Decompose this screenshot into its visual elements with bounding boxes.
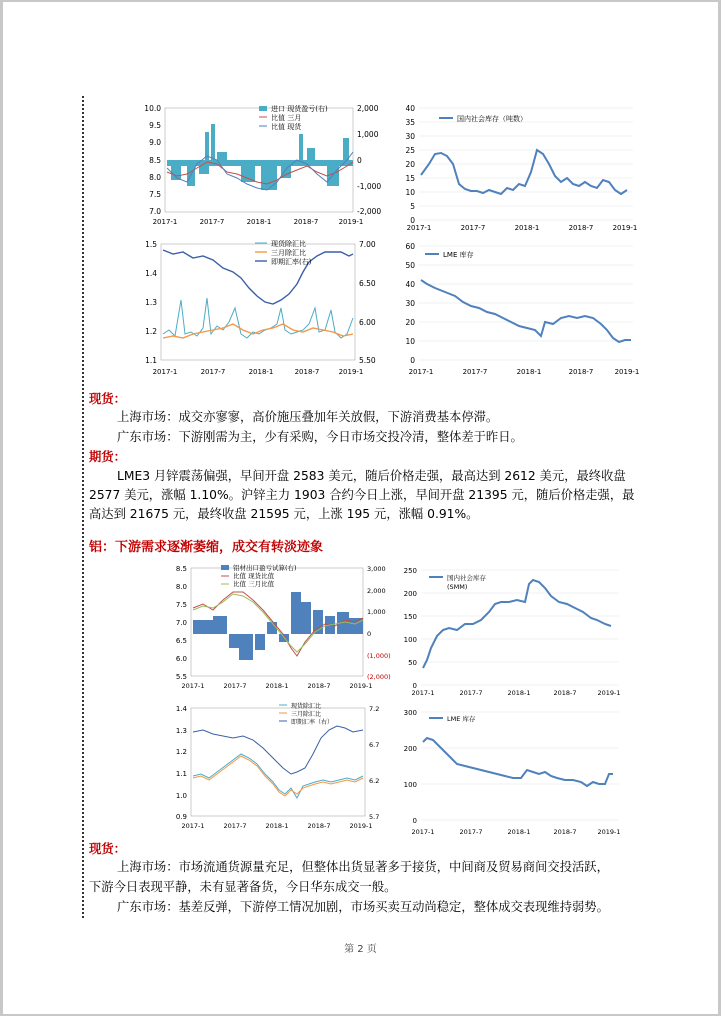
y2-tick: 6.7: [369, 741, 380, 749]
x-tick: 2017-7: [200, 368, 226, 376]
y2-tick: 1,000: [357, 130, 379, 139]
zinc-futures-heading: 期货：: [89, 450, 126, 464]
y-tick: 1.5: [145, 240, 157, 249]
y2-tick: (2,000): [367, 673, 391, 681]
y-tick: 25: [405, 146, 415, 155]
y-tick: 0: [412, 682, 417, 690]
x-tick: 2019-1: [614, 368, 640, 376]
y-tick: 1.4: [145, 269, 157, 278]
zinc-futures-line3: 高达到 21675 元，最终收盘 21595 元，上涨 195 元，涨幅 0.91%。: [89, 507, 479, 521]
aluminum-spot-shanghai-1: 上海市场：市场流通货源量充足，但整体出货显著多于接货，中间商及贸易商间交投活跃，: [117, 860, 609, 874]
legend-text: 三月除汇比: [271, 249, 306, 257]
legend-text: 即期汇率(右): [271, 258, 312, 266]
y2-tick: 6.00: [359, 318, 376, 327]
y-tick: 7.5: [175, 601, 187, 609]
y-tick: 1.2: [175, 748, 187, 756]
y-tick: 5: [410, 202, 415, 211]
aluminum-domestic-inventory-chart: [395, 564, 625, 699]
x-tick: 2017-1: [181, 822, 205, 830]
y-tick: 15: [405, 174, 415, 183]
y2-tick: -1,000: [357, 182, 382, 191]
y2-tick: 2,000: [367, 587, 386, 595]
zinc-lme-inventory-svg: [395, 240, 640, 380]
x-tick: 2018-7: [553, 828, 577, 836]
x-tick: 2019-1: [612, 224, 638, 232]
aluminum-section-title: 铝：下游需求逐渐萎缩，成交有转淡迹象: [89, 540, 324, 555]
x-tick: 2017-7: [462, 368, 488, 376]
y2-tick: 7.00: [359, 240, 376, 249]
x-tick: 2017-7: [223, 822, 247, 830]
y2-tick: 6.2: [369, 777, 380, 785]
y-tick: 7.5: [149, 190, 161, 199]
legend-text: 比值 现货: [271, 123, 302, 131]
legend-text: LME 库存: [447, 715, 476, 723]
legend-text: 进口 现货盈亏(右): [271, 105, 328, 113]
y-tick: 60: [405, 242, 415, 251]
y-tick: 35: [405, 118, 415, 127]
bars-export-pnl: [193, 592, 363, 660]
x-tick: 2017-7: [460, 224, 486, 232]
x-tick: 2018-1: [516, 368, 542, 376]
x-tick: 2017-1: [411, 689, 435, 697]
x-tick: 2017-1: [152, 218, 178, 226]
aluminum-ratio-svg: [173, 562, 391, 692]
x-tick: 2018-7: [568, 224, 594, 232]
zinc-ratio-chart: [131, 102, 381, 230]
series-lme-inventory: [421, 280, 631, 342]
zinc-domestic-inventory-chart: [395, 102, 640, 232]
aluminum-domestic-inventory-svg: [395, 564, 625, 699]
series-spot-fx-rate: [163, 250, 353, 304]
aluminum-spot-shanghai-2: 下游今日表现平静，未有显著备货，今日华东成交一般。: [89, 880, 397, 894]
y2-tick: 6.50: [359, 279, 376, 288]
x-tick: 2017-7: [223, 682, 247, 690]
y-tick: 200: [403, 745, 417, 753]
y-tick: 1.1: [145, 356, 157, 365]
y-tick: 0.9: [175, 813, 187, 821]
y-tick: 0: [410, 216, 415, 225]
left-margin-dotted-line: [82, 96, 84, 918]
document-page: [3, 2, 718, 1014]
y-tick: 20: [405, 318, 415, 327]
x-tick: 2019-1: [597, 828, 621, 836]
x-tick: 2018-7: [307, 822, 331, 830]
y-tick: 8.5: [149, 156, 161, 165]
x-tick: 2018-7: [553, 689, 577, 697]
y2-tick: 0: [367, 630, 372, 638]
y-tick: 200: [403, 590, 417, 598]
zinc-spot-guangdong: 广东市场：下游刚需为主，少有采购，今日市场交投冷清，整体差于昨日。: [117, 430, 523, 444]
y-tick: 1.0: [175, 792, 187, 800]
y-tick: 50: [408, 659, 417, 667]
x-tick: 2018-1: [507, 689, 531, 697]
zinc-domestic-inventory-svg: [395, 102, 640, 232]
y-tick: 6.0: [175, 655, 187, 663]
zinc-futures-line1: LME3 月锌震荡偏强，早间开盘 2583 美元，随后价格走强，最高达到 2612 美元，最终收盘: [117, 469, 626, 483]
legend-text: (SMM): [447, 583, 468, 591]
x-tick: 2018-1: [265, 682, 289, 690]
x-tick: 2018-1: [507, 828, 531, 836]
y-tick: 1.3: [175, 727, 187, 735]
y-tick: 40: [405, 280, 415, 289]
y-tick: 20: [405, 160, 415, 169]
series-aluminum-3m-fx-ratio: [193, 756, 363, 796]
zinc-exchange-ratio-chart: [131, 238, 381, 378]
y-tick: 1.3: [145, 298, 157, 307]
aluminum-spot-guangdong: 广东市场：基差反弹，下游停工情况加剧，市场买卖互动尚稳定，整体成交表现维持弱势。: [117, 900, 609, 914]
y-tick: 150: [403, 613, 417, 621]
x-tick: 2017-7: [459, 689, 483, 697]
zinc-ratio-chart-svg: [131, 102, 381, 230]
legend-text: 比值 三月: [271, 114, 302, 122]
y-tick: 50: [405, 261, 415, 270]
y2-tick: -2,000: [357, 207, 382, 216]
legend-text: 国内社会库存（吨数）: [457, 115, 527, 123]
y-tick: 40: [405, 104, 415, 113]
y-tick: 8.0: [149, 173, 161, 182]
y-tick: 1.2: [145, 327, 157, 336]
y2-tick: 3,000: [367, 565, 386, 573]
y-tick: 300: [403, 709, 417, 717]
aluminum-ratio-chart: [173, 562, 391, 692]
y2-tick: 1,000: [367, 608, 386, 616]
zinc-lme-inventory-chart: [395, 240, 640, 380]
x-tick: 2018-7: [294, 368, 320, 376]
y-tick: 8.5: [175, 565, 187, 573]
y-tick: 6.5: [175, 637, 187, 645]
legend-text: 现货除汇比: [291, 703, 322, 710]
legend-text: 现货除汇比: [271, 240, 306, 248]
x-tick: 2019-1: [349, 682, 373, 690]
y2-tick: 5.7: [369, 813, 380, 821]
zinc-exchange-ratio-svg: [131, 238, 381, 378]
y2-tick: 0: [357, 156, 362, 165]
x-tick: 2017-1: [408, 368, 434, 376]
legend-text: 三月除汇比: [291, 711, 322, 718]
series-aluminum-spot-fx-rate: [193, 726, 363, 774]
x-tick: 2018-1: [265, 822, 289, 830]
y2-tick: 7.2: [369, 705, 380, 713]
legend-text: 国内社会库存: [447, 574, 486, 582]
x-tick: 2017-7: [199, 218, 225, 226]
x-tick: 2019-1: [338, 368, 364, 376]
x-tick: 2018-7: [293, 218, 319, 226]
aluminum-spot-heading: 现货：: [89, 842, 126, 856]
aluminum-exchange-ratio-chart: [173, 702, 388, 832]
y-tick: 10.0: [144, 104, 161, 113]
aluminum-lme-inventory-svg: [395, 704, 625, 839]
x-tick: 2018-1: [514, 224, 540, 232]
x-tick: 2017-1: [181, 682, 205, 690]
y-tick: 10: [405, 188, 415, 197]
y-tick: 9.0: [149, 138, 161, 147]
x-tick: 2017-1: [406, 224, 432, 232]
x-tick: 2018-7: [307, 682, 331, 690]
x-tick: 2017-1: [411, 828, 435, 836]
y-tick: 100: [403, 636, 417, 644]
series-aluminum-lme-inventory: [423, 738, 613, 786]
y-tick: 250: [403, 567, 417, 575]
y-tick: 30: [405, 299, 415, 308]
legend-text: 铝材出口盈亏试算(右): [233, 564, 297, 572]
y-tick: 0: [410, 356, 415, 365]
zinc-futures-line2: 2577 美元，涨幅 1.10%。沪锌主力 1903 合约今日上涨，早间开盘 21395 元，随后价格走强，最: [89, 488, 635, 502]
y-tick: 1.1: [175, 770, 187, 778]
series-3m-fx-ratio: [163, 324, 353, 338]
y-tick: 10: [405, 337, 415, 346]
x-tick: 2017-1: [152, 368, 178, 376]
y-tick: 5.5: [175, 673, 187, 681]
x-tick: 2019-1: [349, 822, 373, 830]
zinc-spot-shanghai: 上海市场：成交亦寥寥，高价施压叠加年关放假，下游消费基本停滞。: [117, 410, 499, 424]
legend-text: 比值 现货比值: [233, 572, 275, 580]
x-tick: 2018-1: [248, 368, 274, 376]
series-domestic-inventory: [421, 150, 627, 194]
aluminum-lme-inventory-chart: [395, 704, 625, 839]
y2-tick: (1,000): [367, 652, 391, 660]
y2-tick: 5.50: [359, 356, 376, 365]
aluminum-exchange-ratio-svg: [173, 702, 388, 832]
y-tick: 7.0: [175, 619, 187, 627]
legend-text: 即期汇率（右）: [291, 719, 334, 726]
legend-text: LME 库存: [443, 251, 474, 259]
page-number: 第 2 页: [344, 944, 377, 955]
y-tick: 1.4: [175, 705, 187, 713]
y-tick: 30: [405, 132, 415, 141]
y-tick: 7.0: [149, 207, 161, 216]
y-tick: 9.5: [149, 121, 161, 130]
x-tick: 2017-7: [459, 828, 483, 836]
x-tick: 2019-1: [597, 689, 621, 697]
y-tick: 100: [403, 781, 417, 789]
x-tick: 2018-1: [246, 218, 272, 226]
y-tick: 0: [412, 817, 417, 825]
y-tick: 8.0: [175, 583, 187, 591]
zinc-spot-heading: 现货：: [89, 392, 126, 406]
legend-text: 比值 三月比值: [233, 580, 275, 588]
x-tick: 2018-7: [568, 368, 594, 376]
y2-tick: 2,000: [357, 104, 379, 113]
x-tick: 2019-1: [338, 218, 364, 226]
